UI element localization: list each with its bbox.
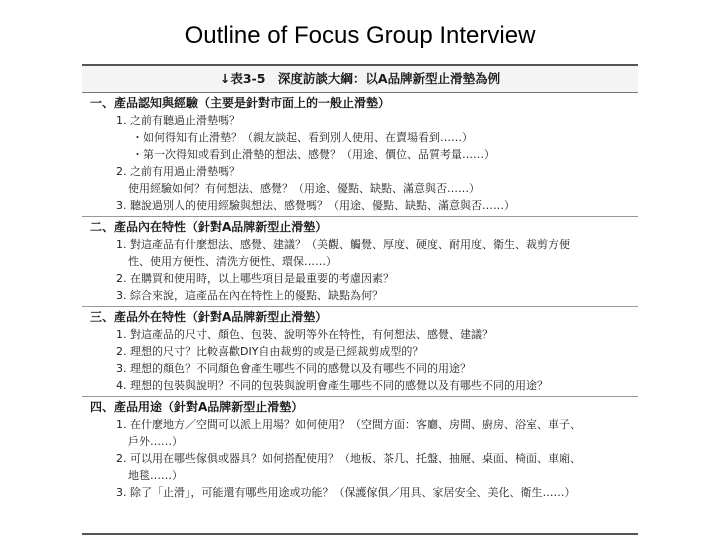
section-product-usage — [82, 397, 638, 503]
question-line: 2. 在購買和使用時，以上哪些項目是最重要的考慮因素？ — [116, 272, 394, 285]
question-line: 3. 理想的顏色？不同顏色會產生哪些不同的感覺以及有哪些不同的用途？ — [116, 362, 471, 375]
sub-question-line: ・第一次得知或看到止滑墊的想法、感覺？（用途、價位、品質考量……） — [132, 148, 495, 161]
question-line: 2. 之前有用過止滑墊嗎？ — [116, 165, 240, 178]
interview-outline-table — [82, 64, 638, 535]
table-title: ↓表3-5 深度訪談大綱：以A品牌新型止滑墊為例 — [82, 66, 638, 93]
question-line: 4. 理想的包裝與說明？不同的包裝與說明會產生哪些不同的感覺以及有哪些不同的用途？ — [116, 379, 548, 392]
question-continuation-line: 性、使用方便性、清洗方便性、環保……） — [128, 255, 337, 268]
sub-question-line: 使用經驗如何？有何想法、感覺？（用途、優點、缺點、滿意與否……） — [128, 182, 480, 195]
question-line: 3. 聽說過別人的使用經驗與想法、感覺嗎？（用途、優點、缺點、滿意與否……） — [116, 199, 515, 212]
question-line: 3. 綜合來說，這產品在內在特性上的優點、缺點為何？ — [116, 289, 383, 302]
section-heading: 三、產品外在特性（針對A品牌新型止滑墊） — [90, 310, 328, 324]
section-heading: 四、產品用途（針對A品牌新型止滑墊） — [90, 400, 304, 414]
section-intrinsic-attributes — [82, 217, 638, 307]
slide-title: Outline of Focus Group Interview — [184, 22, 536, 49]
section-heading: 一、產品認知與經驗（主要是針對市面上的一般止滑墊） — [90, 96, 391, 110]
question-continuation-line: 地毯……） — [128, 469, 183, 482]
question-line: 2. 可以用在哪些傢俱或器具？如何搭配使用？（地板、茶几、托盤、抽屜、桌面、椅面、車廂、 — [116, 452, 581, 465]
question-line: 1. 在什麼地方／空間可以派上用場？如何使用？（空間方面：客廳、房間、廚房、浴室、車子、 — [116, 418, 581, 431]
section-product-awareness — [82, 93, 638, 217]
question-line: 1. 對這產品有什麼想法、感覺、建議？（美觀、觸覺、厚度、硬度、耐用度、衛生、裁剪方便 — [116, 238, 570, 251]
question-line: 1. 對這產品的尺寸、顏色、包裝、說明等外在特性，有何想法、感覺、建議？ — [116, 328, 493, 341]
sub-question-line: ・如何得知有止滑墊？（親友談起、看到別人使用、在賣場看到……） — [132, 131, 473, 144]
question-line: 3. 除了「止滑」，可能還有哪些用途或功能？（保護傢俱／用具、家居安全、美化、衛生……） — [116, 486, 576, 499]
question-line: 1. 之前有聽過止滑墊嗎？ — [116, 114, 240, 127]
section-heading: 二、產品內在特性（針對A品牌新型止滑墊） — [90, 220, 328, 234]
question-continuation-line: 戶外……） — [128, 435, 183, 448]
question-line: 2. 理想的尺寸？比較喜歡DIY自由裁剪的或是已經裁剪成型的？ — [116, 345, 424, 358]
section-extrinsic-attributes — [82, 307, 638, 397]
